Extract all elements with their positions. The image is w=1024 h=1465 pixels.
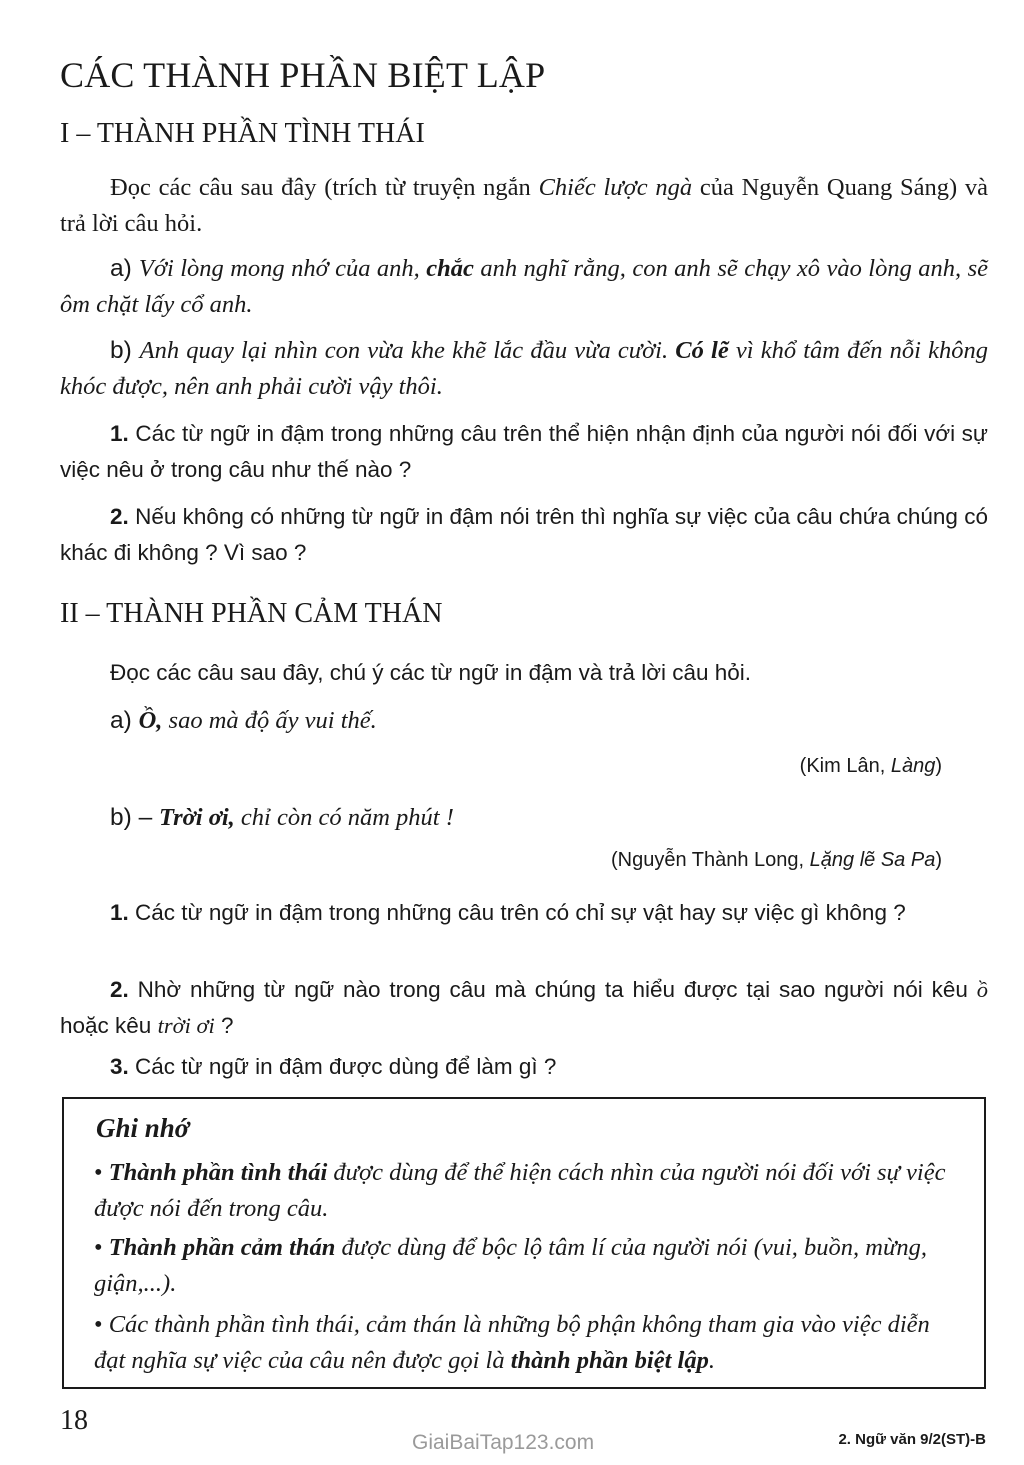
source-close: ) <box>935 755 942 777</box>
footer-code: 2. Ngữ văn 9/2(ST)-B <box>838 1431 986 1448</box>
question-number: 3. <box>110 1054 129 1079</box>
work-title: Chiếc lược ngà <box>538 174 693 201</box>
question-number: 1. <box>110 421 129 446</box>
example-text: Với lòng mong nhớ của anh, <box>138 255 427 282</box>
question-2 <box>60 972 988 1044</box>
bold-term: chắc <box>426 255 474 282</box>
question-text: Các từ ngữ in đậm trong những câu trên thể hiện nhận định của người nói đối với sự việc nêu ở trong câu như thế nào ? <box>60 421 988 482</box>
source-work: Lặng lẽ Sa Pa <box>809 849 936 871</box>
section-heading-exclamation: II – THÀNH PHẦN CẢM THÁN <box>60 598 443 629</box>
bold-term: Thành phần tình thái <box>108 1159 328 1186</box>
example-label: a) <box>110 707 139 734</box>
source-author: (Kim Lân, <box>799 755 891 777</box>
question-number: 2. <box>110 504 129 529</box>
question-1 <box>60 895 988 931</box>
question-text: ? <box>214 1013 234 1038</box>
source-work: Làng <box>890 755 936 777</box>
question-text: Nhờ những từ ngữ nào trong câu mà chúng ta hiểu được tại sao người nói kêu <box>128 977 977 1002</box>
example-text: vì khổ tâm đến nỗi không khóc được, nên anh phải cười vậy thôi. <box>60 337 988 400</box>
question-text: Các từ ngữ in đậm được dùng để làm gì ? <box>128 1054 557 1079</box>
section2-intro: Đọc các câu sau đây, chú ý các từ ngữ in đậm và trả lời câu hỏi. <box>110 660 752 685</box>
example-label: b) – <box>110 804 160 831</box>
quoted-word: trời ơi <box>157 1013 215 1038</box>
note-item <box>94 1230 964 1302</box>
watermark: GiaiBaiTap123.com <box>412 1431 595 1454</box>
example-a <box>60 251 988 323</box>
question-2 <box>60 499 988 571</box>
page-number: 18 <box>60 1405 88 1436</box>
note-text: được dùng để thể hiện cách nhìn của người nói đối với sự việc được nói đến trong câu. <box>94 1159 946 1222</box>
section-heading-modal: I – THÀNH PHẦN TÌNH THÁI <box>60 118 425 149</box>
intro-text: Đọc các câu sau đây (trích từ truyện ngắn <box>110 174 539 201</box>
question-text: hoặc kêu <box>60 1013 158 1038</box>
example-b <box>60 800 988 836</box>
source-author: (Nguyễn Thành Long, <box>611 849 810 871</box>
section1-intro <box>60 170 988 242</box>
question-number: 1. <box>110 900 129 925</box>
example-label: a) <box>110 255 139 282</box>
summary-note-box <box>62 1097 986 1389</box>
bold-term: Ồ, <box>138 707 163 734</box>
source-citation <box>800 755 942 778</box>
example-label: b) <box>110 337 140 364</box>
bold-term: Thành phần cảm thán <box>108 1234 336 1261</box>
source-close: ) <box>935 849 942 871</box>
bold-term: thành phần biệt lập <box>510 1347 709 1374</box>
question-number: 2. <box>110 977 129 1002</box>
question-text: Nếu không có những từ ngữ in đậm nói trên thì nghĩa sự việc của câu chứa chúng có khác đi không ? Vì sao ? <box>60 504 988 565</box>
question-3 <box>60 1049 988 1085</box>
example-text: sao mà độ ấy vui thế. <box>162 707 377 734</box>
question-text: Các từ ngữ in đậm trong những câu trên có chỉ sự vật hay sự việc gì không ? <box>128 900 906 925</box>
bullet-icon: • <box>94 1311 103 1338</box>
example-text: chỉ còn có năm phút ! <box>234 804 454 831</box>
bullet-icon: • <box>94 1159 103 1186</box>
question-1 <box>60 416 988 488</box>
bold-term: Có lẽ <box>675 337 729 364</box>
quoted-word: ồ <box>976 977 988 1002</box>
note-title: Ghi nhớ <box>96 1113 190 1143</box>
example-text: Anh quay lại nhìn con vừa khe khẽ lắc đầu vừa cười. <box>139 337 676 364</box>
intro-text: của Nguyễn Quang Sáng) và trả lời câu hỏi. <box>60 174 988 237</box>
page-title: CÁC THÀNH PHẦN BIỆT LẬP <box>60 55 546 95</box>
note-text: được dùng để bộc lộ tâm lí của người nói (vui, buồn, mừng, giận,...). <box>94 1234 927 1297</box>
note-item <box>94 1155 964 1227</box>
bullet-icon: • <box>94 1234 103 1261</box>
note-text: Các thành phần tình thái, cảm thán là những bộ phận không tham gia vào việc diễn đạt nghĩa sự việc của câu nên được gọi là <box>94 1311 930 1374</box>
source-citation <box>611 849 942 872</box>
note-text: . <box>708 1347 715 1374</box>
note-item <box>94 1307 964 1379</box>
example-b <box>60 333 988 405</box>
example-text: anh nghĩ rằng, con anh sẽ chạy xô vào lòng anh, sẽ ôm chặt lấy cổ anh. <box>60 255 989 318</box>
example-a <box>60 703 988 739</box>
bold-term: Trời ơi, <box>159 804 235 831</box>
